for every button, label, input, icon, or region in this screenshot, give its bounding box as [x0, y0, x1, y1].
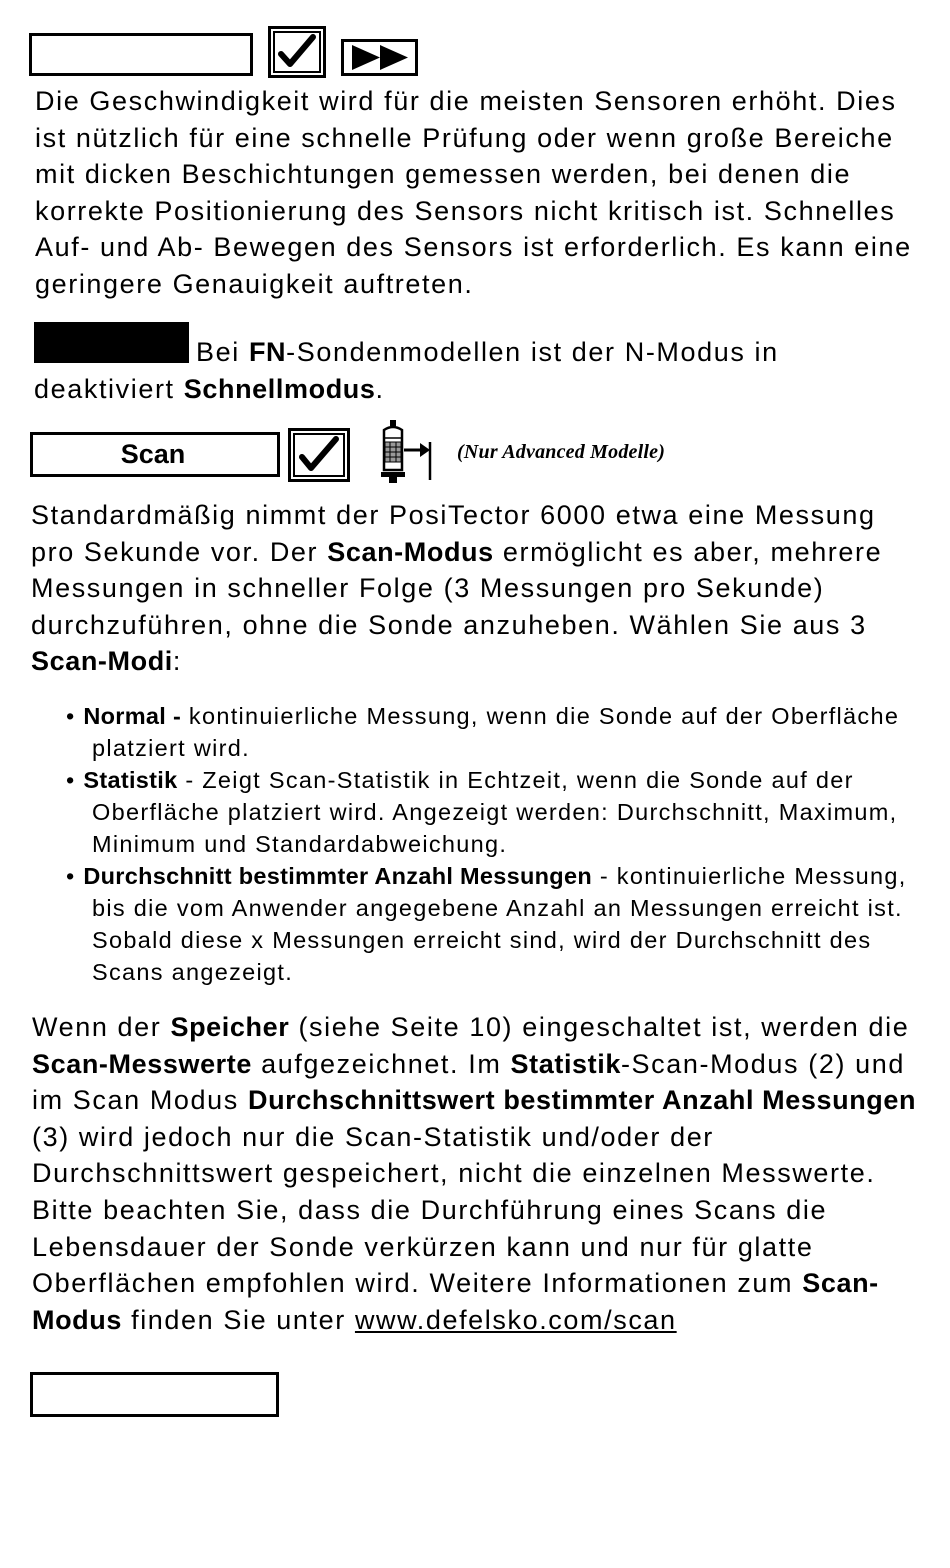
- checkmark-icon: [291, 431, 347, 479]
- scan-modes-list: [66, 700, 926, 988]
- next-menu-box: [30, 1372, 279, 1417]
- fn-probe-note: Bei FN-Sondenmodellen ist der N-Modus in deaktiviert Schnellmodus.: [34, 337, 779, 404]
- scan-checkbox[interactable]: [288, 428, 350, 482]
- scan-menu-label: Scan: [120, 439, 186, 469]
- defelsko-scan-link[interactable]: www.defelsko.com/scan: [354, 1304, 677, 1335]
- advanced-models-note: (Nur Advanced Modelle): [457, 441, 666, 463]
- scan-menu-box: [30, 432, 280, 477]
- checkmark-icon: [271, 29, 323, 75]
- fast-mode-description: Die Geschwindigkeit wird für die meisten Sensoren erhöht. Dies ist nützlich für eine schnelle Prüfung oder wenn große Bereiche mit dicken Beschichtungen gemessen werden, bei denen die korrekte Positionierung des Sensors nicht kritisch ist. Schnelles Auf- und Ab- Bewegen des Sensors ist erforderlich. Es kann eine geringere Genauigkeit auftreten.: [35, 86, 912, 299]
- scan-memory-description: Wenn der Speicher (siehe Seite 10) eingeschaltet ist, werden die Scan-Messwerte aufgezeichnet. Im Statistik-Scan-Modus (2) und im Scan Modus Durchschnittswert bestimmter Anzahl Messungen (3) wird jedoch nur die Scan-Statistik und/oder der Durchschnittswert gespeichert, nicht die einzelnen Messwerte. Bitte beachten Sie, dass die Durchführung eines Scans die Lebensdauer der Sonde verkürzen kann und nur für glatte Oberflächen empfohlen wird. Weitere Informationen zum Scan-Modus finden Sie unter www.defelsko.com/scan: [32, 1012, 917, 1335]
- fast-mode-menu-box: [29, 33, 253, 76]
- list-item: • Statistik - Zeigt Scan-Statistik in Echtzeit, wenn die Sonde auf der Oberfläche platziert wird. Angezeigt werden: Durchschnitt, Maximum, Minimum und Standardabweichung.: [66, 767, 898, 857]
- fast-forward-icon: [341, 39, 418, 76]
- scan-intro: Standardmäßig nimmt der PosiTector 6000 etwa eine Messung pro Sekunde vor. Der Scan-Modus ermöglicht es aber, mehrere Messungen in schneller Folge (3 Messungen pro Sekunde) durchzuführen, ohne die Sonde anzuheben. Wählen Sie aus 3 Scan-Modi:: [31, 500, 883, 677]
- probe-transfer-icon: [376, 418, 434, 486]
- fast-mode-checkbox[interactable]: [268, 26, 326, 78]
- list-item: • Durchschnitt bestimmter Anzahl Messungen - kontinuierliche Messung, bis die vom Anwender angegebene Anzahl an Messungen erreicht ist. Sobald diese x Messungen erreicht sind, wird der Durchschnitt des Scans angezeigt.: [66, 863, 907, 985]
- list-item: • Normal - kontinuierliche Messung, wenn die Sonde auf der Oberfläche platziert wird.: [66, 703, 900, 761]
